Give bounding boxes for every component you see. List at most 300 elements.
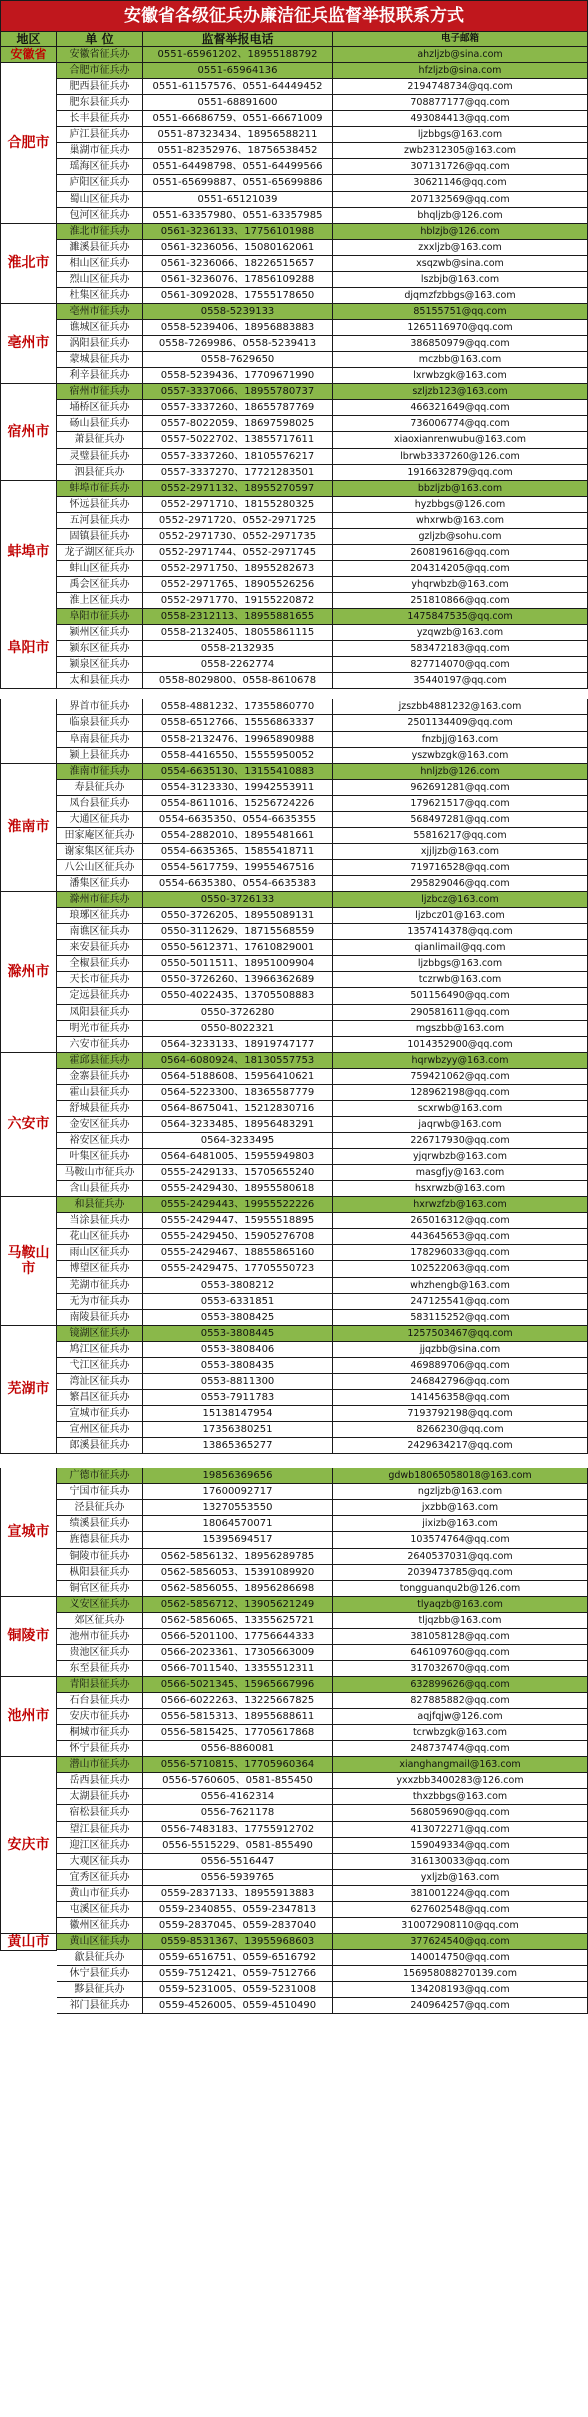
- phone-cell: 0553-7911783: [143, 1390, 333, 1406]
- email-cell: 1265116970@qq.com: [333, 320, 588, 336]
- email-cell: gzljzb@sohu.com: [333, 529, 588, 545]
- email-cell: gdwb18065058018@163.com: [333, 1468, 588, 1484]
- email-cell: bhqljzb@126.com: [333, 208, 588, 224]
- unit-cell: 叶集区征兵办: [57, 1149, 143, 1165]
- email-cell: djqmzfzbbgs@163.com: [333, 288, 588, 304]
- unit-cell: 禹会区征兵办: [57, 577, 143, 593]
- email-cell: jzszbb4881232@163.com: [333, 699, 588, 715]
- phone-cell: 0558-4416550、15555950052: [143, 748, 333, 764]
- email-cell: 646109760@qq.com: [333, 1645, 588, 1661]
- email-cell: 128962198@qq.com: [333, 1085, 588, 1101]
- unit-cell: 大通区征兵办: [57, 812, 143, 828]
- unit-cell: 定远县征兵办: [57, 988, 143, 1005]
- phone-cell: 0562-5856053、15391089920: [143, 1565, 333, 1581]
- email-cell: 568497281@qq.com: [333, 812, 588, 828]
- region-cell: 宣城市: [0, 1468, 57, 1597]
- email-cell: yszwbzgk@163.com: [333, 748, 588, 764]
- email-cell: qianlimail@qq.com: [333, 940, 588, 956]
- phone-cell: 15395694517: [143, 1532, 333, 1549]
- unit-cell: 田家庵区征兵办: [57, 828, 143, 844]
- phone-cell: 0554-5617759、19955467516: [143, 860, 333, 876]
- unit-cell: 黟县征兵办: [57, 1982, 143, 1998]
- phone-cell: 0551-82352976、18756538452: [143, 143, 333, 159]
- email-cell: ljzbcz@163.com: [333, 892, 588, 908]
- email-cell: fnzbjj@163.com: [333, 732, 588, 748]
- unit-cell: 包河区征兵办: [57, 208, 143, 224]
- phone-cell: 0558-2262774: [143, 657, 333, 673]
- phone-cell: 0564-3233495: [143, 1133, 333, 1149]
- phone-cell: 13270553550: [143, 1500, 333, 1516]
- email-cell: szljzb123@163.com: [333, 384, 588, 400]
- phone-cell: 0550-4022435、13705508883: [143, 988, 333, 1005]
- unit-cell: 青阳县征兵办: [57, 1677, 143, 1693]
- email-cell: 568059690@qq.com: [333, 1805, 588, 1822]
- email-cell: 1916632879@qq.com: [333, 465, 588, 481]
- phone-cell: 0558-5239133: [143, 304, 333, 320]
- email-cell: thxzbbgs@163.com: [333, 1789, 588, 1805]
- phone-cell: 0566-5201100、17756644333: [143, 1629, 333, 1645]
- phone-cell: 18064570071: [143, 1516, 333, 1532]
- phone-cell: 0556-5516447: [143, 1854, 333, 1870]
- email-cell: 469889706@qq.com: [333, 1358, 588, 1374]
- unit-cell: 宿州市征兵办: [57, 384, 143, 400]
- unit-cell: 义安区征兵办: [57, 1597, 143, 1613]
- email-cell: 377624540@qq.com: [333, 1934, 588, 1950]
- email-cell: hfzljzb@sina.com: [333, 63, 588, 79]
- region-cell: 合肥市: [0, 63, 57, 224]
- unit-cell: 淮北市征兵办: [57, 224, 143, 240]
- unit-cell: 寿县征兵办: [57, 780, 143, 796]
- page-title: 安徽省各级征兵办廉洁征兵监督举报联系方式: [0, 0, 588, 32]
- phone-cell: 0557-3337066、18955780737: [143, 384, 333, 400]
- unit-cell: 大观区征兵办: [57, 1854, 143, 1870]
- unit-cell: 固镇县征兵办: [57, 529, 143, 545]
- region-cell: 滁州市: [0, 892, 57, 1053]
- unit-cell: 明光市征兵办: [57, 1021, 143, 1037]
- phone-cell: 0557-3337260、18105576217: [143, 449, 333, 465]
- phone-cell: 0550-5011511、18951009904: [143, 956, 333, 972]
- email-cell: 627602548@qq.com: [333, 1902, 588, 1918]
- email-cell: 632899626@qq.com: [333, 1677, 588, 1693]
- unit-cell: 合肥市征兵办: [57, 63, 143, 79]
- email-cell: 501156490@qq.com: [333, 988, 588, 1005]
- unit-cell: 镜湖区征兵办: [57, 1326, 143, 1342]
- phone-cell: 0553-6331851: [143, 1294, 333, 1310]
- email-cell: hyzbbgs@126.com: [333, 497, 588, 513]
- region-cell: 池州市: [0, 1677, 57, 1757]
- unit-cell: 池州市征兵办: [57, 1629, 143, 1645]
- email-cell: 140014750@qq.com: [333, 1950, 588, 1966]
- phone-cell: 0551-64498798、0551-64499566: [143, 159, 333, 175]
- unit-cell: 砀山县征兵办: [57, 416, 143, 432]
- unit-cell: 怀远县征兵办: [57, 497, 143, 513]
- email-cell: 102522063@qq.com: [333, 1261, 588, 1278]
- phone-cell: 0556-5939765: [143, 1870, 333, 1886]
- email-cell: 156958088270139.com: [333, 1966, 588, 1982]
- phone-cell: 0566-7011540、13355512311: [143, 1661, 333, 1677]
- email-cell: 207132569@qq.com: [333, 192, 588, 208]
- unit-cell: 瑶海区征兵办: [57, 159, 143, 175]
- email-cell: jixizb@163.com: [333, 1516, 588, 1532]
- unit-cell: 怀宁县征兵办: [57, 1741, 143, 1757]
- email-cell: 247125541@qq.com: [333, 1294, 588, 1310]
- phone-cell: 0557-3337270、17721283501: [143, 465, 333, 481]
- header-region: 地区: [0, 32, 57, 47]
- phone-cell: 0553-3808425: [143, 1310, 333, 1326]
- email-cell: 759421062@qq.com: [333, 1069, 588, 1085]
- phone-cell: 0566-2023361、17305663009: [143, 1645, 333, 1661]
- unit-cell: 利辛县征兵办: [57, 368, 143, 384]
- phone-cell: 0550-3726280: [143, 1005, 333, 1021]
- phone-cell: 0559-7512421、0559-7512766: [143, 1966, 333, 1982]
- unit-cell: 湾沚区征兵办: [57, 1374, 143, 1390]
- phone-cell: 0564-3233485、18956483291: [143, 1117, 333, 1133]
- unit-cell: 霍山县征兵办: [57, 1085, 143, 1101]
- unit-cell: 舒城县征兵办: [57, 1101, 143, 1117]
- email-cell: tlyaqzb@163.com: [333, 1597, 588, 1613]
- phone-cell: 0551-65961202、18955188792: [143, 47, 333, 63]
- phone-cell: 0550-8022321: [143, 1021, 333, 1037]
- phone-cell: 0552-2971710、18155280325: [143, 497, 333, 513]
- phone-cell: 0554-8611016、15256724226: [143, 796, 333, 812]
- email-cell: 2640537031@qq.com: [333, 1549, 588, 1565]
- unit-cell: 当涂县征兵办: [57, 1213, 143, 1229]
- email-cell: lbrwb3337260@126.com: [333, 449, 588, 465]
- phone-cell: 0550-3112629、18715568559: [143, 924, 333, 940]
- email-cell: 260819616@qq.com: [333, 545, 588, 561]
- email-cell: 1014352900@qq.com: [333, 1037, 588, 1053]
- phone-cell: 0555-2429447、15955518895: [143, 1213, 333, 1229]
- phone-cell: 0564-5223300、18365587779: [143, 1085, 333, 1101]
- email-cell: 55816217@qq.com: [333, 828, 588, 844]
- unit-cell: 肥东县征兵办: [57, 95, 143, 111]
- email-cell: hblzjb@126.com: [333, 224, 588, 240]
- email-cell: 317032670@qq.com: [333, 1661, 588, 1677]
- email-cell: 141456358@qq.com: [333, 1390, 588, 1406]
- phone-cell: 0551-65699887、0551-65699886: [143, 175, 333, 192]
- region-cell: 淮南市: [0, 764, 57, 892]
- email-cell: hxrwzfzb@163.com: [333, 1197, 588, 1213]
- phone-cell: 0559-8531367、13955968603: [143, 1934, 333, 1950]
- email-cell: 583115252@qq.com: [333, 1310, 588, 1326]
- phone-cell: 0561-3236056、15080162061: [143, 240, 333, 256]
- phone-cell: 0559-2837045、0559-2837040: [143, 1918, 333, 1934]
- phone-cell: 0554-3123330、19942553911: [143, 780, 333, 796]
- phone-cell: 0551-66686759、0551-66671009: [143, 111, 333, 127]
- email-cell: mczbb@163.com: [333, 352, 588, 368]
- email-cell: jxzbb@163.com: [333, 1500, 588, 1516]
- region-cell: 马鞍山市: [0, 1197, 57, 1326]
- unit-cell: 霍邱县征兵办: [57, 1053, 143, 1069]
- email-cell: 251810866@qq.com: [333, 593, 588, 609]
- phone-cell: 0552-2971744、0552-2971745: [143, 545, 333, 561]
- phone-cell: 0550-3726260、13966362689: [143, 972, 333, 988]
- phone-cell: 0552-2971750、18955282673: [143, 561, 333, 577]
- unit-cell: 颍州区征兵办: [57, 625, 143, 641]
- unit-cell: 金寨县征兵办: [57, 1069, 143, 1085]
- phone-cell: 0551-63357980、0551-63357985: [143, 208, 333, 224]
- header-phone: 监督举报电话: [143, 32, 333, 47]
- unit-cell: 太湖县征兵办: [57, 1789, 143, 1805]
- unit-cell: 涡阳县征兵办: [57, 336, 143, 352]
- unit-cell: 迎江区征兵办: [57, 1838, 143, 1854]
- phone-cell: 0557-5022702、13855717611: [143, 432, 333, 449]
- email-cell: ljzbbgs@163.com: [333, 956, 588, 972]
- phone-cell: 0552-2971720、0552-2971725: [143, 513, 333, 529]
- email-cell: ngzljzb@163.com: [333, 1484, 588, 1500]
- unit-cell: 绩溪县征兵办: [57, 1516, 143, 1532]
- unit-cell: 长丰县征兵办: [57, 111, 143, 127]
- phone-cell: 0556-7621178: [143, 1805, 333, 1822]
- unit-cell: 郎溪县征兵办: [57, 1438, 143, 1454]
- unit-cell: 龙子湖区征兵办: [57, 545, 143, 561]
- email-cell: 1357414378@qq.com: [333, 924, 588, 940]
- phone-cell: 0551-68891600: [143, 95, 333, 111]
- unit-cell: 安徽省征兵办: [57, 47, 143, 63]
- unit-cell: 歙县征兵办: [57, 1950, 143, 1966]
- unit-cell: 潜山市征兵办: [57, 1757, 143, 1773]
- phone-cell: 0564-6481005、15955949803: [143, 1149, 333, 1165]
- unit-cell: 宜秀区征兵办: [57, 1870, 143, 1886]
- region-cell: 铜陵市: [0, 1597, 57, 1677]
- phone-cell: 0552-2971132、18955270597: [143, 481, 333, 497]
- unit-cell: 杜集区征兵办: [57, 288, 143, 304]
- region-cell: 阜阳市: [0, 609, 57, 689]
- phone-cell: 0553-3808445: [143, 1326, 333, 1342]
- unit-cell: 五河县征兵办: [57, 513, 143, 529]
- phone-cell: 0555-2429430、18955580618: [143, 1181, 333, 1197]
- unit-cell: 石台县征兵办: [57, 1693, 143, 1709]
- unit-cell: 南陵县征兵办: [57, 1310, 143, 1326]
- phone-cell: 17600092717: [143, 1484, 333, 1500]
- unit-cell: 庐阳区征兵办: [57, 175, 143, 192]
- phone-cell: 0558-7629650: [143, 352, 333, 368]
- region-cell: 安庆市: [0, 1757, 57, 1934]
- phone-cell: 0556-5760605、0581-855450: [143, 1773, 333, 1789]
- phone-cell: 0559-2837133、18955913883: [143, 1886, 333, 1902]
- phone-cell: 0558-6512766、15556863337: [143, 715, 333, 732]
- unit-cell: 谢家集区征兵办: [57, 844, 143, 860]
- phone-cell: 0553-3808435: [143, 1358, 333, 1374]
- unit-cell: 黄山市征兵办: [57, 1886, 143, 1902]
- unit-cell: 亳州市征兵办: [57, 304, 143, 320]
- email-cell: 386850979@qq.com: [333, 336, 588, 352]
- unit-cell: 和县征兵办: [57, 1197, 143, 1213]
- phone-cell: 0564-8675041、15212830716: [143, 1101, 333, 1117]
- email-cell: 583472183@qq.com: [333, 641, 588, 657]
- phone-cell: 0562-5856055、18956286698: [143, 1581, 333, 1597]
- unit-cell: 黄山区征兵办: [57, 1934, 143, 1950]
- region-cell: 芜湖市: [0, 1326, 57, 1454]
- email-cell: 381058128@qq.com: [333, 1629, 588, 1645]
- email-cell: tcrwbzgk@163.com: [333, 1725, 588, 1741]
- email-cell: 466321649@qq.com: [333, 400, 588, 416]
- unit-cell: 灵璧县征兵办: [57, 449, 143, 465]
- email-cell: yjqrwbzb@163.com: [333, 1149, 588, 1165]
- phone-cell: 0551-65964136: [143, 63, 333, 79]
- phone-cell: 0559-6516751、0559-6516792: [143, 1950, 333, 1966]
- email-cell: 103574764@qq.com: [333, 1532, 588, 1549]
- phone-cell: 0555-2429443、19955522226: [143, 1197, 333, 1213]
- unit-cell: 相山区征兵办: [57, 256, 143, 272]
- unit-cell: 裕安区征兵办: [57, 1133, 143, 1149]
- phone-cell: 0556-5515229、0581-855490: [143, 1838, 333, 1854]
- phone-cell: 0564-5188608、15956410621: [143, 1069, 333, 1085]
- unit-cell: 旌德县征兵办: [57, 1532, 143, 1549]
- unit-cell: 淮上区征兵办: [57, 593, 143, 609]
- email-cell: 381001224@qq.com: [333, 1886, 588, 1902]
- email-cell: 443645653@qq.com: [333, 1229, 588, 1245]
- phone-cell: 0553-3808406: [143, 1342, 333, 1358]
- unit-cell: 含山县征兵办: [57, 1181, 143, 1197]
- email-cell: xsqzwb@sina.com: [333, 256, 588, 272]
- unit-cell: 蚌埠市征兵办: [57, 481, 143, 497]
- phone-cell: 0551-87323434、18956588211: [143, 127, 333, 143]
- email-cell: whzhengb@163.com: [333, 1278, 588, 1294]
- region-cell: [0, 699, 57, 764]
- unit-cell: 颍泉区征兵办: [57, 657, 143, 673]
- email-cell: tczrwb@163.com: [333, 972, 588, 988]
- email-cell: 248737474@qq.com: [333, 1741, 588, 1757]
- email-cell: ljzbbgs@163.com: [333, 127, 588, 143]
- phone-cell: 0561-3236076、17856109288: [143, 272, 333, 288]
- email-cell: tljqzbb@163.com: [333, 1613, 588, 1629]
- header-email: 电子邮箱: [333, 32, 588, 47]
- email-cell: 493084413@qq.com: [333, 111, 588, 127]
- unit-cell: 太和县征兵办: [57, 673, 143, 689]
- email-cell: zwb2312305@163.com: [333, 143, 588, 159]
- email-cell: 962691281@qq.com: [333, 780, 588, 796]
- phone-cell: 0552-2971765、18905526256: [143, 577, 333, 593]
- email-cell: 265016312@qq.com: [333, 1213, 588, 1229]
- phone-cell: 0561-3236066、18226515657: [143, 256, 333, 272]
- unit-cell: 枞阳县征兵办: [57, 1565, 143, 1581]
- unit-cell: 凤台县征兵办: [57, 796, 143, 812]
- unit-cell: 萧县征兵办: [57, 432, 143, 449]
- phone-cell: 0566-6022263、13225667825: [143, 1693, 333, 1709]
- unit-cell: 南谯区征兵办: [57, 924, 143, 940]
- unit-cell: 濉溪县征兵办: [57, 240, 143, 256]
- email-cell: xianghangmail@163.com: [333, 1757, 588, 1773]
- region-cell: 亳州市: [0, 304, 57, 384]
- phone-cell: 0554-6635380、0554-6635383: [143, 876, 333, 892]
- email-cell: lszbjb@163.com: [333, 272, 588, 288]
- phone-cell: 0558-4881232、17355860770: [143, 699, 333, 715]
- unit-cell: 祁门县征兵办: [57, 1998, 143, 2014]
- email-cell: hqrwbzyy@163.com: [333, 1053, 588, 1069]
- unit-cell: 宣城市征兵办: [57, 1406, 143, 1422]
- email-cell: yxxzbb3400283@126.com: [333, 1773, 588, 1789]
- phone-cell: 0550-5612371、17610829001: [143, 940, 333, 956]
- section-gap: [0, 1454, 588, 1468]
- unit-cell: 阜南县征兵办: [57, 732, 143, 748]
- header-unit: 单 位: [57, 32, 143, 47]
- unit-cell: 铜官区征兵办: [57, 1581, 143, 1597]
- unit-cell: 芜湖市征兵办: [57, 1278, 143, 1294]
- email-cell: 316130033@qq.com: [333, 1854, 588, 1870]
- region-cell: 宿州市: [0, 384, 57, 481]
- unit-cell: 八公山区征兵办: [57, 860, 143, 876]
- phone-cell: 0554-6635350、0554-6635355: [143, 812, 333, 828]
- unit-cell: 肥西县征兵办: [57, 79, 143, 95]
- unit-cell: 东至县征兵办: [57, 1661, 143, 1677]
- phone-cell: 0558-2132935: [143, 641, 333, 657]
- phone-cell: 0553-3808212: [143, 1278, 333, 1294]
- unit-cell: 徽州区征兵办: [57, 1918, 143, 1934]
- email-cell: 246842796@qq.com: [333, 1374, 588, 1390]
- email-cell: jjqzbb@sina.com: [333, 1342, 588, 1358]
- unit-cell: 宁国市征兵办: [57, 1484, 143, 1500]
- email-cell: hsxrwzb@163.com: [333, 1181, 588, 1197]
- email-cell: 204314205@qq.com: [333, 561, 588, 577]
- unit-cell: 鸠江区征兵办: [57, 1342, 143, 1358]
- email-cell: 8266230@qq.com: [333, 1422, 588, 1438]
- phone-cell: 17356380251: [143, 1422, 333, 1438]
- phone-cell: 0556-5815425、17705617868: [143, 1725, 333, 1741]
- email-cell: lxrwbzgk@163.com: [333, 368, 588, 384]
- region-cell: 淮北市: [0, 224, 57, 304]
- phone-cell: 0561-3092028、17555178650: [143, 288, 333, 304]
- email-cell: zxxljzb@163.com: [333, 240, 588, 256]
- unit-cell: 金安区征兵办: [57, 1117, 143, 1133]
- unit-cell: 六安市征兵办: [57, 1037, 143, 1053]
- email-cell: 827885882@qq.com: [333, 1693, 588, 1709]
- email-cell: 7193792198@qq.com: [333, 1406, 588, 1422]
- unit-cell: 马鞍山市征兵办: [57, 1165, 143, 1181]
- unit-cell: 博望区征兵办: [57, 1261, 143, 1278]
- region-cell: 安徽省: [0, 47, 57, 63]
- unit-cell: 滁州市征兵办: [57, 892, 143, 908]
- email-cell: 226717930@qq.com: [333, 1133, 588, 1149]
- unit-cell: 谯城区征兵办: [57, 320, 143, 336]
- phone-cell: 19856369656: [143, 1468, 333, 1484]
- unit-cell: 临泉县征兵办: [57, 715, 143, 732]
- email-cell: 30621146@qq.com: [333, 175, 588, 192]
- unit-cell: 淮南市征兵办: [57, 764, 143, 780]
- email-cell: xiaoxianrenwubu@163.com: [333, 432, 588, 449]
- email-cell: jaqrwb@163.com: [333, 1117, 588, 1133]
- email-cell: 134208193@qq.com: [333, 1982, 588, 1998]
- phone-cell: 0558-5239406、18956883883: [143, 320, 333, 336]
- phone-cell: 0559-4526005、0559-4510490: [143, 1998, 333, 2014]
- unit-cell: 繁昌区征兵办: [57, 1390, 143, 1406]
- unit-cell: 烈山区征兵办: [57, 272, 143, 288]
- phone-cell: 0559-5231005、0559-5231008: [143, 1982, 333, 1998]
- unit-cell: 巢湖市征兵办: [57, 143, 143, 159]
- unit-cell: 潘集区征兵办: [57, 876, 143, 892]
- email-cell: 307131726@qq.com: [333, 159, 588, 175]
- unit-cell: 界首市征兵办: [57, 699, 143, 715]
- phone-cell: 0555-2429133、15705655240: [143, 1165, 333, 1181]
- phone-cell: 0561-3236133、17756101988: [143, 224, 333, 240]
- unit-cell: 颍东区征兵办: [57, 641, 143, 657]
- phone-cell: 0558-8029800、0558-8610678: [143, 673, 333, 689]
- section-gap: [0, 689, 588, 699]
- phone-cell: 0556-8860081: [143, 1741, 333, 1757]
- unit-cell: 岳西县征兵办: [57, 1773, 143, 1789]
- phone-cell: 0550-3726205、18955089131: [143, 908, 333, 924]
- email-cell: hnljzb@126.com: [333, 764, 588, 780]
- unit-cell: 来安县征兵办: [57, 940, 143, 956]
- unit-cell: 广德市征兵办: [57, 1468, 143, 1484]
- email-cell: xjjljzb@163.com: [333, 844, 588, 860]
- email-cell: 2039473785@qq.com: [333, 1565, 588, 1581]
- unit-cell: 颍上县征兵办: [57, 748, 143, 764]
- phone-cell: 13865365277: [143, 1438, 333, 1454]
- email-cell: 310072908110@qq.com: [333, 1918, 588, 1934]
- unit-cell: 蚌山区征兵办: [57, 561, 143, 577]
- email-cell: 2501134409@qq.com: [333, 715, 588, 732]
